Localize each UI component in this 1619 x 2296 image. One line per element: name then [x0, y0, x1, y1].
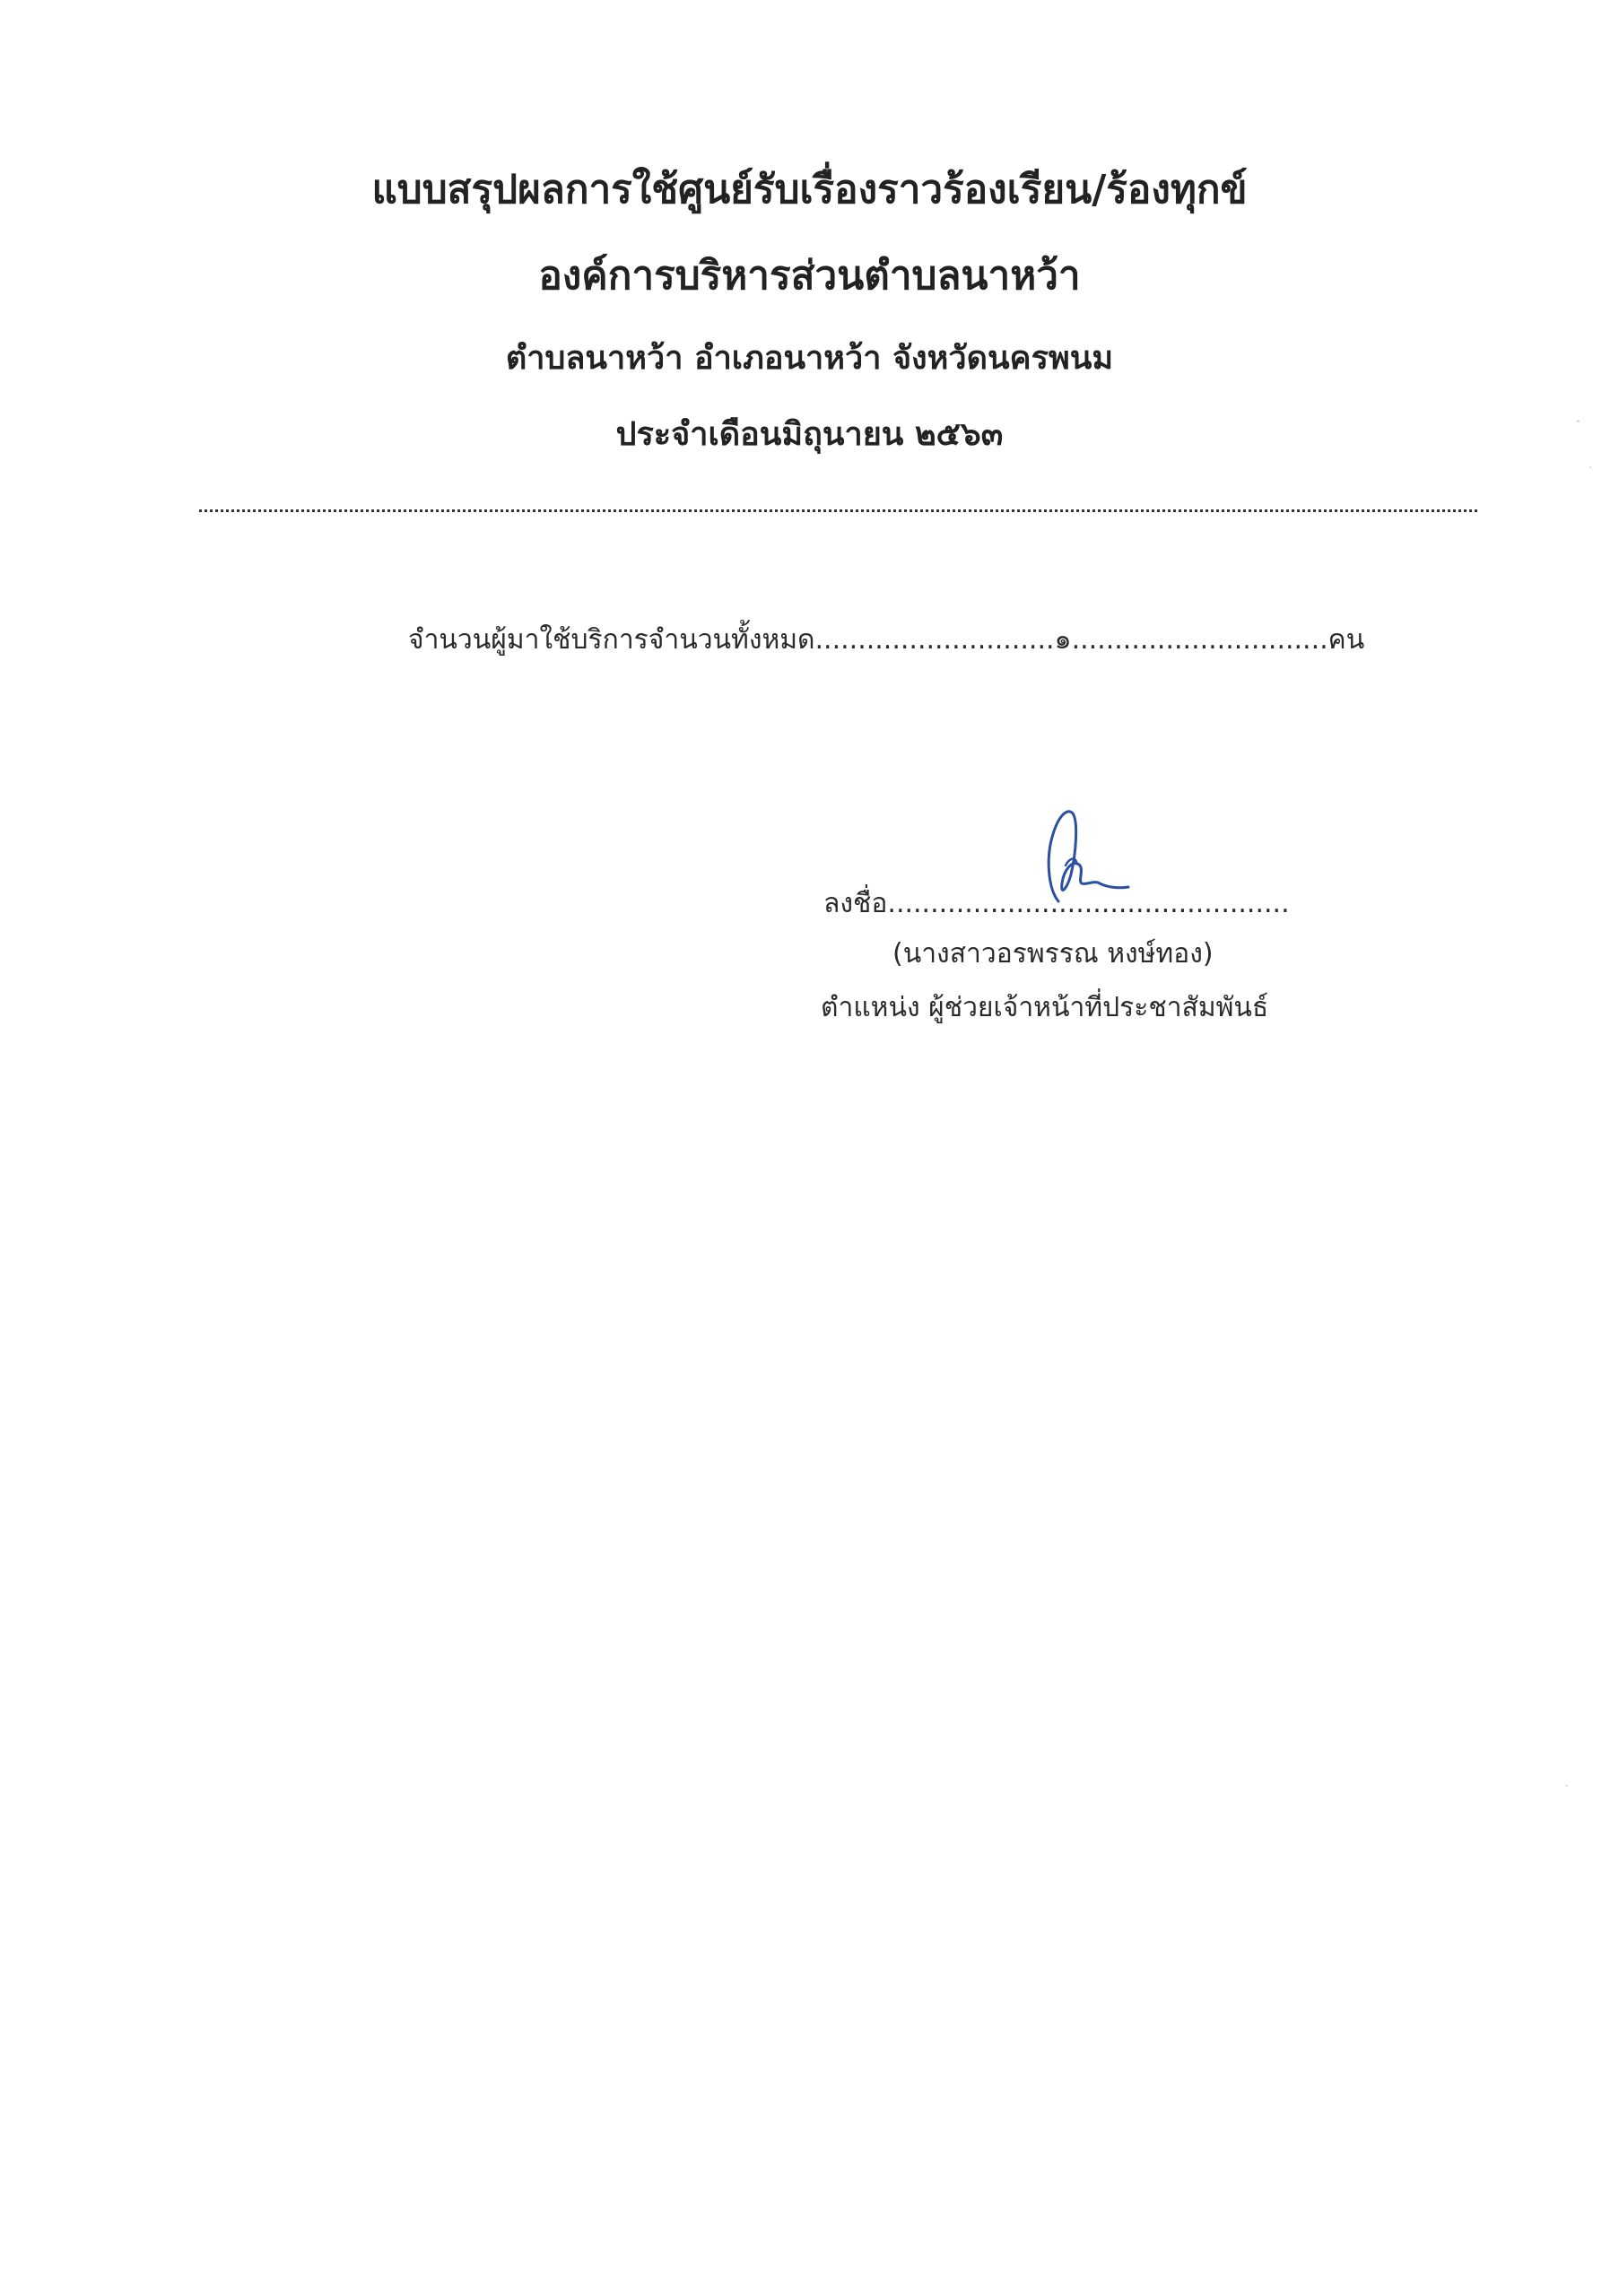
scan-speck — [1565, 1785, 1568, 1787]
service-count-line: จำนวนผู้มาใช้บริการจำนวนทั้งหมด............................๑..............................คน — [408, 624, 1365, 656]
location-line: ตำบลนาหว้า อำเภอนาหว้า จังหวัดนครพนม — [505, 340, 1114, 377]
scan-speck — [1589, 466, 1591, 468]
document-title: แบบสรุปผลการใช้ศูนย์รับเรื่องราวร้องเรียน/ร้องทุกข์ — [371, 167, 1248, 213]
organization-name: องค์การบริหารส่วนตำบลนาหว้า — [538, 253, 1081, 299]
dotted-divider — [199, 509, 1477, 512]
signatory-position: ตำแหน่ง ผู้ช่วยเจ้าหน้าที่ประชาสัมพันธ์ — [821, 992, 1269, 1023]
scan-speck — [1577, 420, 1580, 422]
signature-line: ลงชื่อ............................................... — [823, 888, 1290, 919]
signatory-name: (นางสาวอรพรรณ หงษ์ทอง) — [892, 938, 1214, 970]
period-line: ประจำเดือนมิถุนายน ๒๕๖๓ — [615, 416, 1004, 453]
